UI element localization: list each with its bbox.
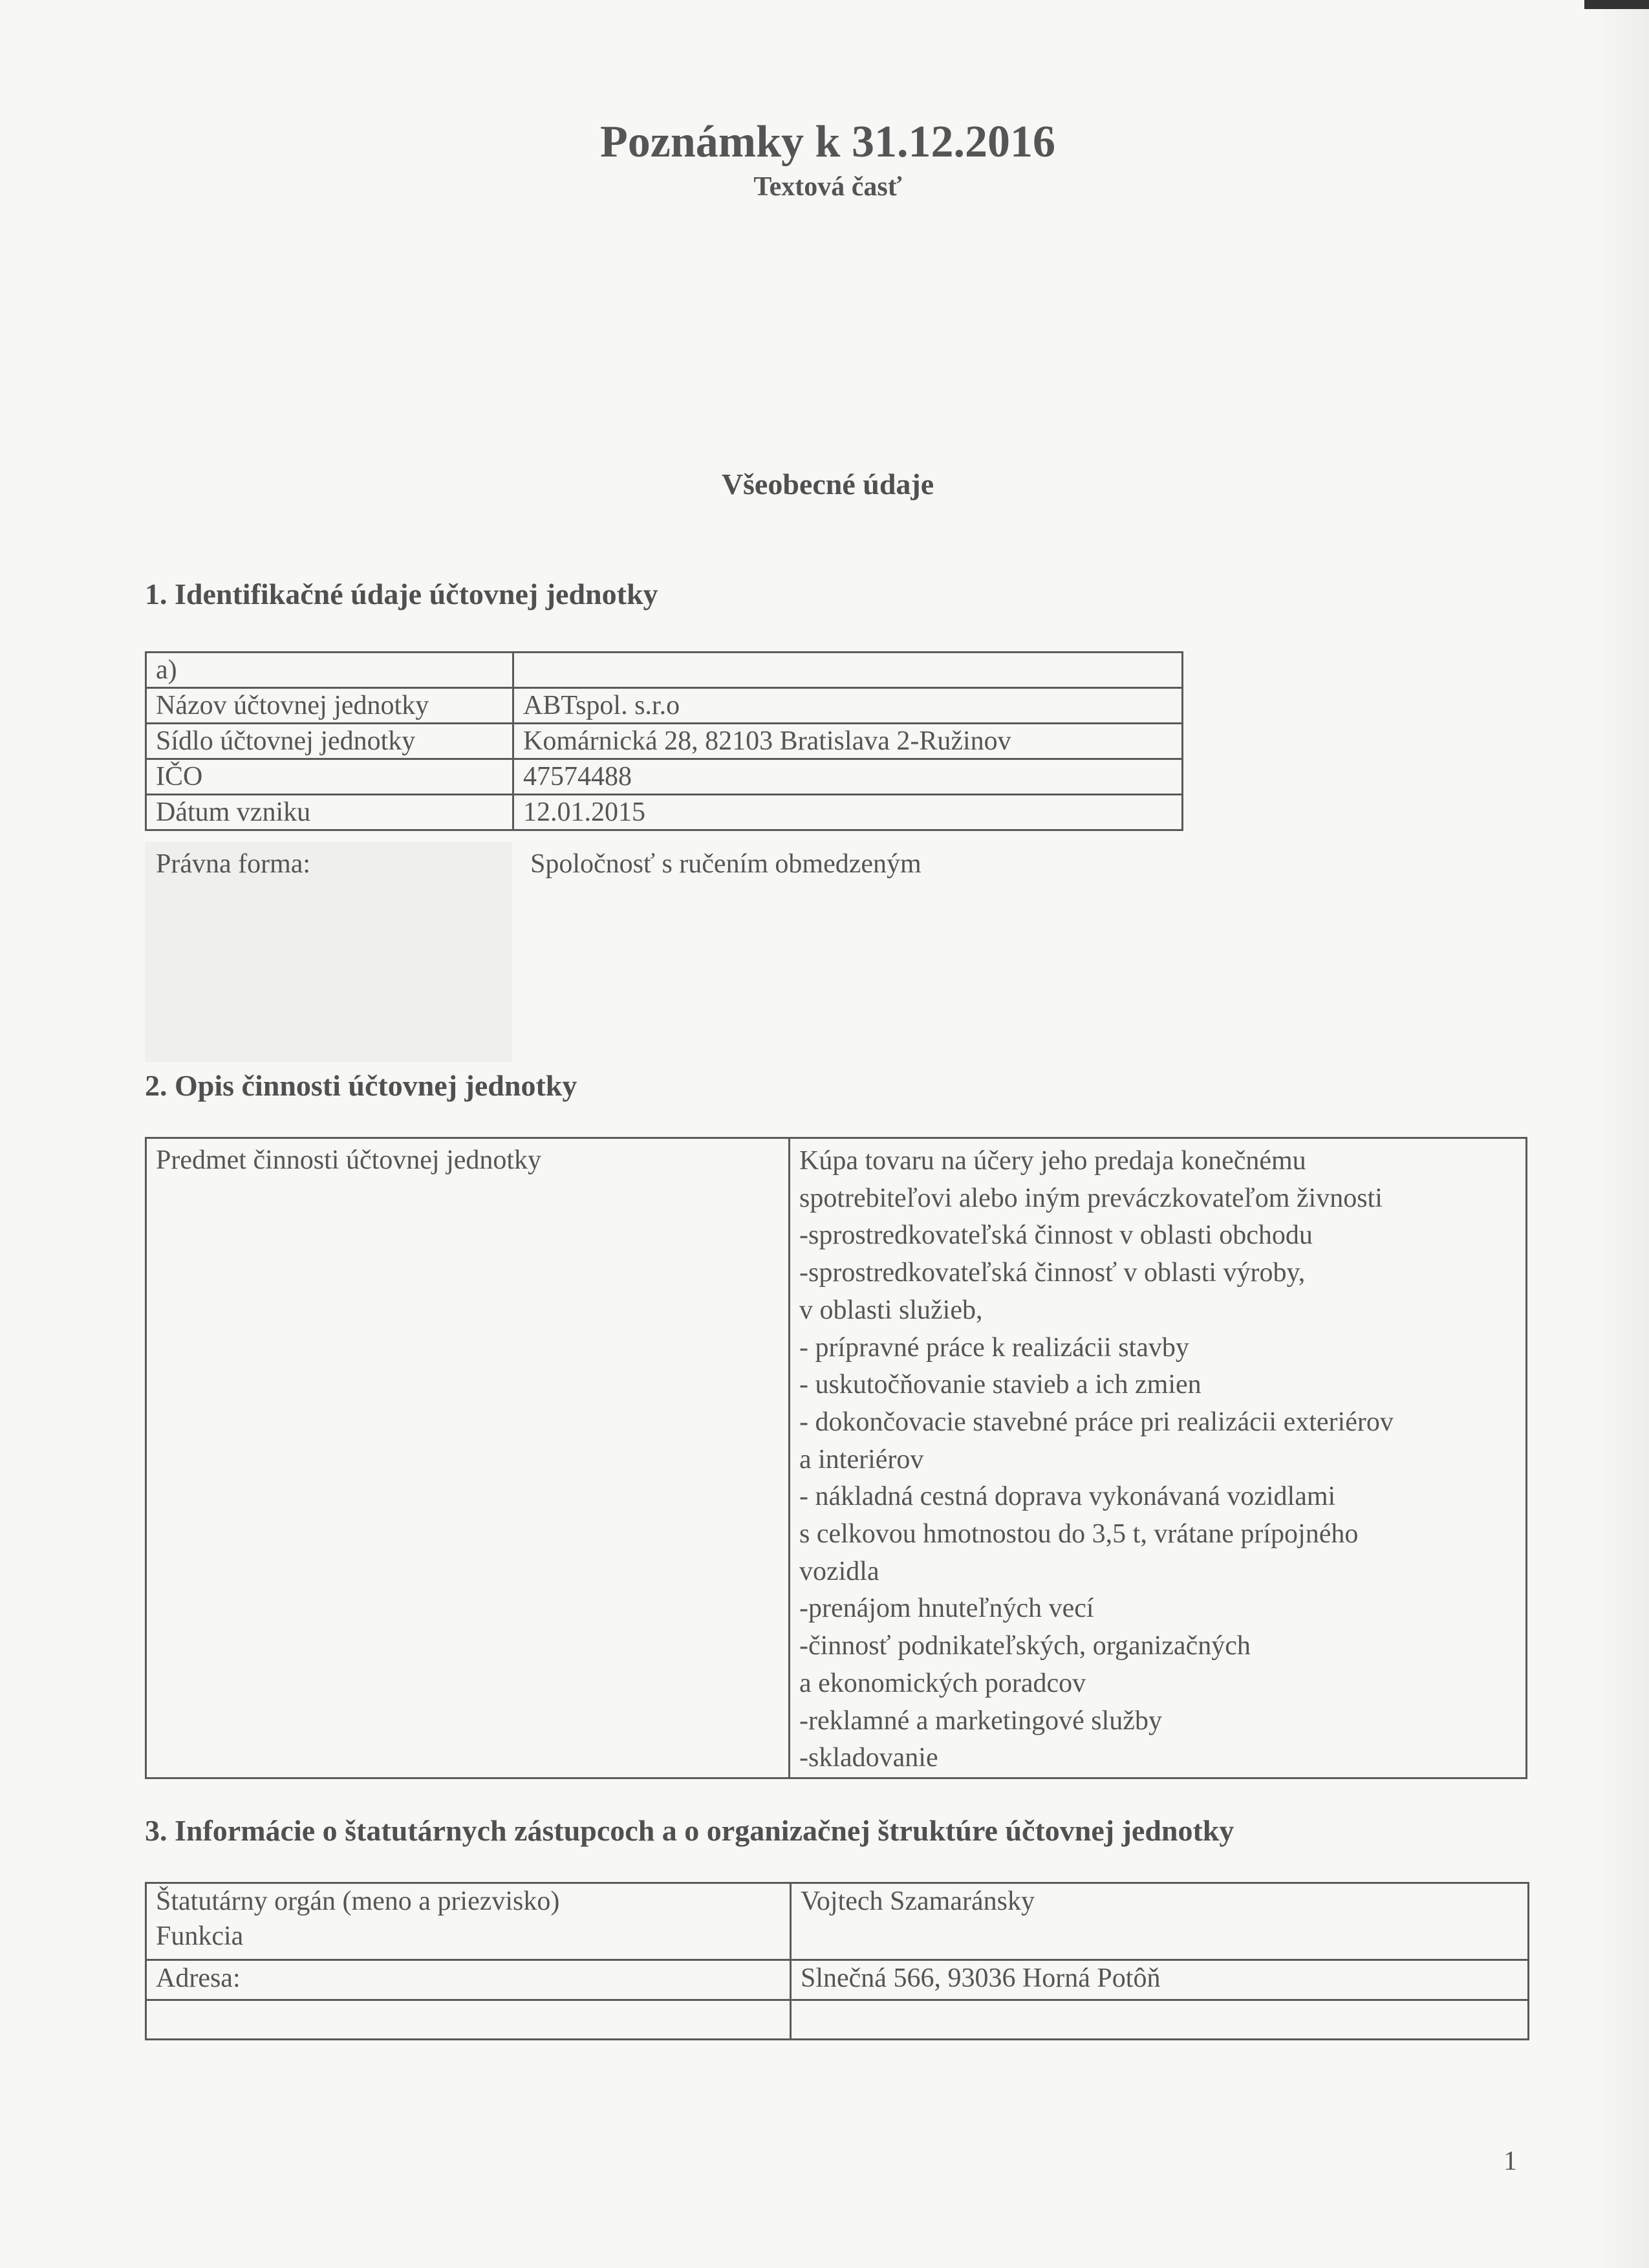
row-value: Komárnická 28, 82103 Bratislava 2-Ružinov: [513, 724, 1183, 759]
list-item: a interiérov: [799, 1444, 924, 1474]
table-row: [146, 688, 1183, 724]
list-item: - prípravné práce k realizácii stavby: [799, 1332, 1189, 1363]
section2-heading: 2. Opis činnosti účtovnej jednotky: [145, 1069, 577, 1102]
general-heading: Všeobecné údaje: [721, 468, 934, 501]
function-label: Funkcia: [156, 1921, 244, 1951]
list-item: - dokončovacie stavebné práce pri realizácii exteriérov: [799, 1407, 1394, 1437]
list-item: - uskutočňovanie stavieb a ich zmien: [799, 1370, 1202, 1400]
list-item: vozidla: [799, 1556, 879, 1586]
empty-cell: [791, 2000, 1529, 2040]
list-item: spotrebiteľovi alebo iným preváczkovateľom živnosti: [799, 1183, 1383, 1213]
table-row: [146, 795, 1183, 830]
legal-form-label: Právna forma:: [156, 849, 311, 879]
row-value: 47574488: [513, 759, 1183, 795]
table-row: [146, 724, 1183, 759]
organ-cell: [146, 1883, 791, 1960]
organ-value: Vojtech Szamaránsky: [791, 1883, 1529, 1960]
address-label: Adresa:: [146, 1960, 791, 2000]
list-item: a ekonomických poradcov: [799, 1668, 1086, 1698]
empty-cell: [146, 2000, 791, 2040]
row-value: [513, 653, 1183, 688]
address-value: Slnečná 566, 93036 Horná Potôň: [791, 1960, 1529, 2000]
scan-corner-mark: [1584, 0, 1649, 9]
list-item: -prenájom hnuteľných vecí: [799, 1593, 1094, 1624]
list-item: -činnosť podnikateľských, organizačných: [799, 1631, 1251, 1661]
row-label: a): [146, 653, 513, 688]
row-label: Sídlo účtovnej jednotky: [146, 724, 513, 759]
list-item: -sprostredkovateľská činnosť v oblasti výroby,: [799, 1258, 1306, 1288]
table-row: [146, 759, 1183, 795]
table-row: [146, 653, 1183, 688]
section3-heading: 3. Informácie o štatutárnych zástupcoch a o organizačnej štruktúre účtovnej jednotky: [145, 1814, 1234, 1847]
list-item: -skladovanie: [799, 1743, 938, 1773]
legal-form-value: Spoločnosť s ručením obmedzeným: [530, 849, 921, 879]
page-number: 1: [1503, 2146, 1517, 2176]
row-label: Dátum vzniku: [146, 795, 513, 830]
statutory-table: [145, 1882, 1529, 2040]
list-item: -reklamné a marketingové služby: [799, 1705, 1162, 1736]
row-value: 12.01.2015: [513, 795, 1183, 830]
page-title: Poznámky k 31.12.2016: [600, 117, 1055, 167]
activity-list: [790, 1138, 1527, 1778]
list-item: v oblasti služieb,: [799, 1295, 983, 1325]
scan-edge-shadow: [1591, 0, 1649, 2268]
activity-label: Predmet činnosti účtovnej jednotky: [146, 1138, 790, 1778]
row-value: ABTspol. s.r.o: [513, 688, 1183, 724]
list-item: - nákladná cestná doprava vykonávaná vozidlami: [799, 1482, 1336, 1512]
list-item: s celkovou hmotnostou do 3,5 t, vrátane prípojného: [799, 1519, 1359, 1550]
row-label: IČO: [146, 759, 513, 795]
table-row: [146, 1960, 1529, 2000]
activity-table: [145, 1137, 1527, 1779]
identification-table: [145, 651, 1183, 831]
table-row: [146, 1883, 1529, 1960]
table-row: [146, 2000, 1529, 2040]
row-label: Názov účtovnej jednotky: [146, 688, 513, 724]
list-item: -sprostredkovateľská činnost v oblasti obchodu: [799, 1220, 1313, 1251]
section1-heading: 1. Identifikačné údaje účtovnej jednotky: [145, 578, 658, 610]
organ-label: Štatutárny orgán (meno a priezvisko): [156, 1886, 560, 1916]
page-subtitle: Textová časť: [753, 172, 902, 202]
list-item: Kúpa tovaru na účery jeho predaja konečnému: [799, 1146, 1306, 1176]
